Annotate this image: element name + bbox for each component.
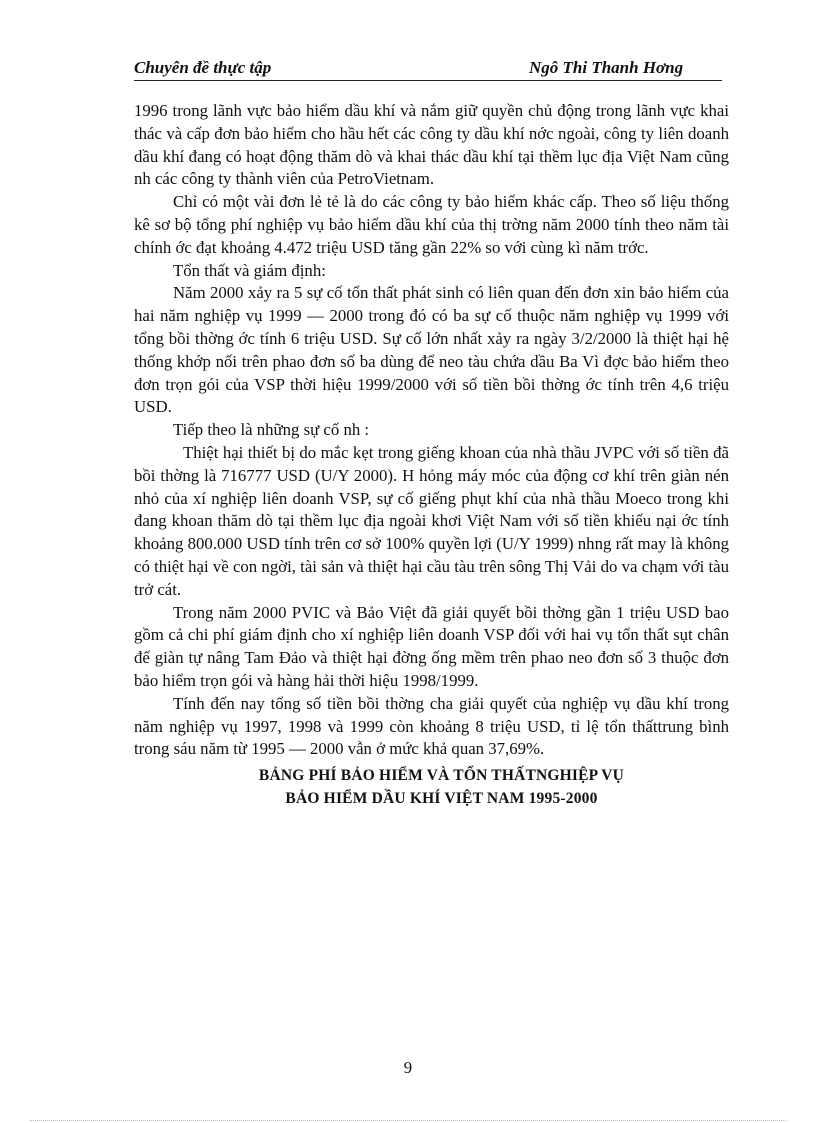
header-document-type: Chuyên đề thực tập: [134, 58, 272, 77]
paragraph-premium-statistics: Chỉ có một vài đơn lẻ tẻ là do các công ty bảo hiểm khác cấp. Theo số liệu thống kê sơ bộ tổng phí nghiệp vụ bảo hiểm dầu khí của thị trờng năm 2000 tính theo năm tài chính ớc đạt khoảng 4.472 triệu USD tăng gần 22% so với cùng kì năm trớc.: [134, 192, 729, 257]
paragraph-next-incidents-intro: Tiếp theo là những sự cố nh :: [173, 420, 370, 440]
document-body: [134, 100, 729, 810]
table-title-line-1: BẢNG PHÍ BẢO HIỂM VÀ TỔN THẤTNGHIỆP VỤ: [258, 767, 625, 785]
paragraph-continuation: 1996 trong lãnh vực bảo hiểm dầu khí và nắm giữ quyền chủ động trong lãnh vực khai thác và cấp đơn bảo hiểm cho hầu hết các công ty dầu khí nớc ngoài, công ty liên doanh dầu khí đang có hoạt động thăm dò và khai thác dầu khí tại thềm lục địa Việt Nam cũng nh các công ty thành viên của PetroVietnam.: [134, 101, 729, 189]
header-author: Ngô Thi Thanh Hơng: [529, 58, 684, 77]
page-header: [134, 58, 722, 81]
paragraph-incident-details: Thiệt hại thiết bị do mắc kẹt trong giếng khoan của nhà thầu JVPC với số tiền đã bồi thờng là 716777 USD (U/Y 2000). H hỏng máy móc của động cơ khí trên giàn nén nhỏ của xí nghiệp liên doanh VSP, sự cố giếng phụt khí của nhà thầu Moeco trong khi đang khoan thăm dò tại thềm lục địa ngoài khơi Việt Nam với số tiền khiếu nại ớc tính khoảng 800.000 USD tính trên cơ sở 100% quyền lợi (U/Y 1999) nhng rất may là không có thiệt hại về con ngời, tài sản và thiệt hại cầu tàu trên sông Thị Vải do va chạm với tàu trở cát.: [134, 442, 729, 599]
section-heading-losses: Tổn thất và giám định:: [173, 260, 326, 280]
table-title-line-2: BẢO HIỂM DẦU KHÍ VIỆT NAM 1995-2000: [285, 789, 598, 807]
page-number: 9: [403, 1058, 413, 1077]
paragraph-outstanding-claims: Tính đến nay tổng số tiền bồi thờng cha giải quyết của nghiệp vụ dầu khí trong năm nghiệp vụ 1997, 1998 và 1999 còn khoảng 8 triệu USD, tỉ lệ tổn thấttrung bình trong sáu năm từ 1995 — 2000 vẫn ở mức khả quan 37,69%.: [134, 693, 729, 759]
paragraph-claims-settled: Trong năm 2000 PVIC và Bảo Việt đã giải quyết bồi thờng gần 1 triệu USD bao gồm cả chi phí giám định cho xí nghiệp liên doanh VSP đối với hai vụ tổn thất sụt chân đế giàn tự nâng Tam Đảo và thiệt hại đờng ống mềm trên phao neo đơn số 3 thuộc đơn bảo hiểm trọn gói và hàng hải thời hiệu 1998/1999.: [134, 602, 729, 690]
footer-divider: [30, 1120, 786, 1121]
paragraph-losses-2000: Năm 2000 xảy ra 5 sự cố tổn thất phát sinh có liên quan đến đơn xin bảo hiểm của hai năm nghiệp vụ 1999 — 2000 trong đó có ba sự cố thuộc năm nghiệp vụ 1999 với tổng bồi thờng ớc tính 6 triệu USD. Sự cố lớn nhất xảy ra ngày 3/2/2000 là thiệt hại hệ thống khớp nối trên phao đơn số ba dùng để neo tàu chứa dầu Ba Vì đợc bảo hiểm theo đơn trọn gói của VSP thời hiệu 1999/2000 với số tiền bồi thờng ớc tính trên 4,6 triệu USD.: [134, 283, 729, 417]
